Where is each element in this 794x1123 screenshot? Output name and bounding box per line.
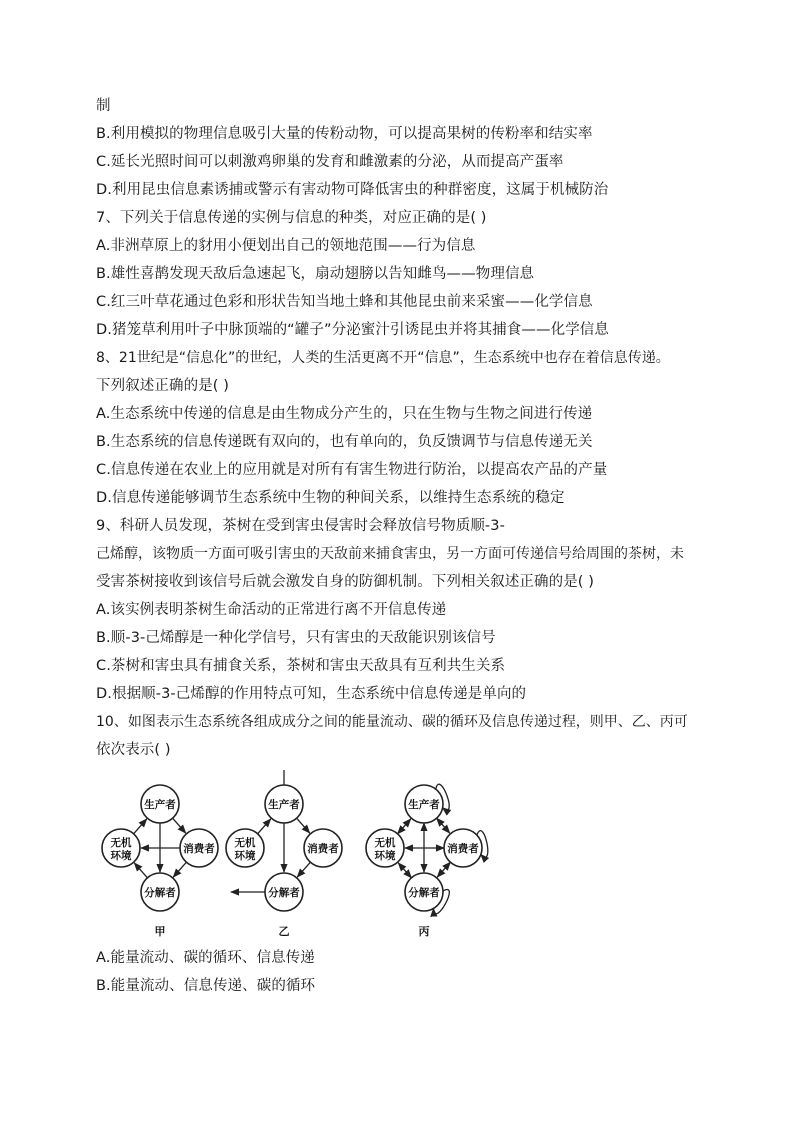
q9-option-b: B.顺-3-己烯醇是一种化学信号，只有害虫的天敌能识别该信号 xyxy=(96,630,496,646)
q10-stem-line2: 依次表示( ) xyxy=(96,742,171,758)
q10-option-b: B.能量流动、信息传递、碳的循环 xyxy=(96,978,316,994)
q9-option-c: C.茶树和害虫具有捕食关系，茶树和害虫天敌具有互利共生关系 xyxy=(96,658,506,674)
label-jia-consumer: 消费者 xyxy=(183,843,215,855)
edge-bing-decomposer-env xyxy=(398,863,411,878)
label-jia-decomposer: 分解者 xyxy=(144,887,176,899)
q8-option-b: B.生态系统的信息传递既有双向的，也有单向的，负反馈调节与信息传递无关 xyxy=(96,434,593,450)
label-yi-decomposer: 分解者 xyxy=(268,887,300,899)
q6-option-c: C.延长光照时间可以刺激鸡卵巢的发育和雌激素的分泌，从而提高产蛋率 xyxy=(96,154,564,170)
q8-option-a: A.生态系统中传递的信息是由生物成分产生的，只在生物与生物之间进行传递 xyxy=(96,406,593,422)
q6-option-b: B.利用模拟的物理信息吸引大量的传粉动物，可以提高果树的传粉率和结实率 xyxy=(96,126,593,142)
edge-jia-consumer-decomposer xyxy=(173,862,186,877)
edge-jia-env-producer xyxy=(134,819,147,834)
caption-jia: 甲 xyxy=(154,925,166,938)
label-jia-env-2: 环境 xyxy=(110,850,132,862)
label-yi-producer: 生产者 xyxy=(268,799,300,811)
q9-stem-line2: 己烯醇，该物质一方面可吸引害虫的天敌前来捕食害虫，另一方面可传递信号给周围的茶树，未 xyxy=(96,546,684,562)
label-bing-consumer: 消费者 xyxy=(447,843,479,855)
q7-option-d: D.猪笼草利用叶子中脉顶端的“罐子”分泌蜜汁引诱昆虫并将其捕食——化学信息 xyxy=(96,322,609,338)
caption-yi: 乙 xyxy=(278,925,290,938)
q8-option-d: D.信息传递能够调节生态系统中生物的种间关系，以维持生态系统的稳定 xyxy=(96,490,565,506)
edge-jia-decomposer-env xyxy=(134,863,147,878)
q6-option-d: D.利用昆虫信息素诱捕或警示有害动物可降低害虫的种群密度，这属于机械防治 xyxy=(96,182,609,198)
q7-stem: 7、下列关于信息传递的实例与信息的种类，对应正确的是( ) xyxy=(96,210,487,226)
q9-stem-line3: 受害茶树接收到该信号后就会激发自身的防御机制。下列相关叙述正确的是( ) xyxy=(96,574,595,590)
q7-option-a: A.非洲草原上的豺用小便划出自己的领地范围——行为信息 xyxy=(96,238,476,254)
q8-option-c: C.信息传递在农业上的应用就是对所有有害生物进行防治，以提高农产品的产量 xyxy=(96,462,608,478)
q10-option-a: A.能量流动、碳的循环、信息传递 xyxy=(96,950,315,966)
ecosystem-diagram-svg xyxy=(96,770,516,944)
q10-stem-line1: 10、如图表示生态系统各组成成分之间的能量流动、碳的循环及信息传递过程，则甲、乙、丙可 xyxy=(96,714,688,730)
question-content xyxy=(96,92,696,1000)
label-yi-env-1: 无机 xyxy=(234,837,256,849)
edge-jia-producer-consumer xyxy=(173,818,186,833)
edge-yi-producer-consumer xyxy=(297,818,310,833)
edge-yi-env-producer xyxy=(258,819,271,834)
q9-option-d: D.根据顺-3-己烯醇的作用特点可知，生态系统中信息传递是单向的 xyxy=(96,686,527,702)
q8-stem-line2: 下列叙述正确的是( ) xyxy=(96,378,230,394)
caption-bing: 丙 xyxy=(418,925,430,938)
label-bing-env-2: 环境 xyxy=(374,850,396,862)
edge-yi-consumer-decomposer xyxy=(297,862,310,877)
edge-bing-consumer-decomposer xyxy=(437,862,450,877)
q8-stem-line1: 8、21世纪是“信息化”的世纪，人类的生活更离不开“信息”，生态系统中也存在着信息传递。 xyxy=(96,350,670,366)
ecosystem-diagrams xyxy=(96,770,696,944)
label-yi-consumer: 消费者 xyxy=(307,843,339,855)
label-bing-decomposer: 分解者 xyxy=(408,887,440,899)
label-jia-producer: 生产者 xyxy=(144,799,176,811)
q7-option-b: B.雄性喜鹊发现天敌后急速起飞，扇动翅膀以告知雌鸟——物理信息 xyxy=(96,266,535,282)
label-bing-env-1: 无机 xyxy=(374,837,396,849)
q9-stem-line1: 9、科研人员发现，茶树在受到害虫侵害时会释放信号物质顺-3- xyxy=(96,518,505,534)
q6-stem-tail: 制 xyxy=(96,98,111,114)
edge-bing-producer-consumer xyxy=(437,818,450,833)
label-bing-producer: 生产者 xyxy=(408,799,440,811)
label-jia-env-1: 无机 xyxy=(110,837,132,849)
q7-option-c: C.红三叶草花通过色彩和形状告知当地土蜂和其他昆虫前来采蜜——化学信息 xyxy=(96,294,593,310)
edge-bing-env-producer xyxy=(398,819,411,834)
label-yi-env-2: 环境 xyxy=(234,850,256,862)
q9-option-a: A.该实例表明茶树生命活动的正常进行离不开信息传递 xyxy=(96,602,447,618)
